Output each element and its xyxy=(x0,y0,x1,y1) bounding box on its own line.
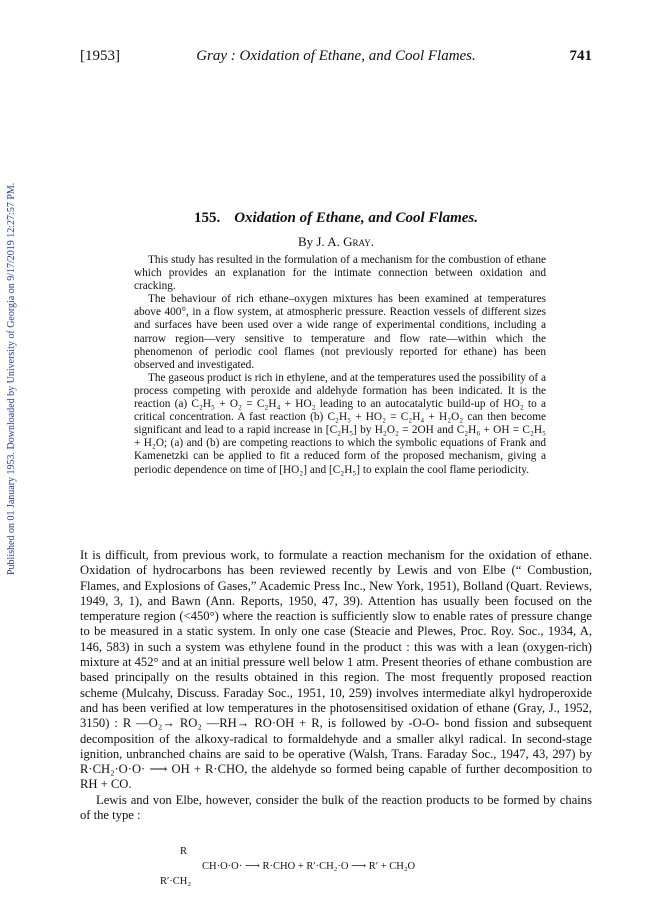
abstract-paragraph: The behaviour of rich ethane–oxygen mixtures has been examined at temperatures above 400°, in a flow system, at atmospheric pressure. Reaction vessels of different sizes and surfaces have been used over a wide range of experimental conditions, including a narrow region—very sensitive to temperature and flow rate—within which the phenomenon of periodic cool flames (not previously reported for ethane) has been observed and investigated. xyxy=(134,293,546,371)
article-number: 155. xyxy=(193,210,221,226)
abstract xyxy=(134,254,546,477)
article-title xyxy=(0,210,672,227)
abstract-paragraph: This study has resulted in the formulation of a mechanism for the combustion of ethane which provides an explanation for the intimate connection between oxidation and cracking. xyxy=(134,254,546,293)
author-line xyxy=(0,234,672,250)
reaction-scheme xyxy=(160,846,560,902)
download-notice[interactable]: Published on 01 January 1953. Downloaded by University of Georgia on 9/17/2019 12:27:57 PM. xyxy=(6,182,17,575)
page-number: 741 xyxy=(569,48,592,64)
abstract-paragraph: The gaseous product is rich in ethylene, and at the temperatures used the possibility of a process competing with peroxide and aldehyde formation has been indicated. It is the reaction (a) C₂H₅ + O₂ = C₂H₄ + HO₂ leading to an autocatalytic build-up of HO₂ to a critical concentration. A fast reaction (b) C₂H₅ + HO₂ = C₂H₄ + H₂O₂ can then become significant and lead to a rapid increase in [C₂H₅] by H₂O₂ = 2OH and C₂H₆ + OH = C₂H₅ + H₂O; (a) and (b) are competing reactions to which the symbolic equations of Frank and Kamenetzki can be applied to fit a reduced form of the proposed mechanism, giving a periodic dependence on time of [HO₂] and [C₂H₅] to explain the cool flame periodicity. xyxy=(134,371,546,476)
running-title: Gray : Oxidation of Ethane, and Cool Flames. xyxy=(196,48,476,64)
main-text xyxy=(80,548,592,823)
article-title-text: Oxidation of Ethane, and Cool Flames. xyxy=(234,210,479,226)
journal-year: [1953] xyxy=(80,48,120,64)
body-paragraph: Lewis and von Elbe, however, consider the bulk of the reaction products to be formed by chains of the type : xyxy=(80,792,592,823)
eq-substituent-r: R xyxy=(180,846,188,857)
author-surname: Gray. xyxy=(343,234,374,249)
running-header xyxy=(80,48,592,70)
by-label: By J. A. xyxy=(298,234,340,249)
eq-substituent-r2: R′·CH₂ xyxy=(160,876,192,887)
body-paragraph: It is difficult, from previous work, to formulate a reaction mechanism for the oxidation of ethane. Oxidation of hydrocarbons has been reviewed recently by Lewis and von Elbe (“ Combustion, Flames, and Explosions of Gases,” Academic Press Inc., New York, 1951), Bolland (Quart. Reviews, 1949, 3, 1), and Bawn (Ann. Reports, 1950, 47, 39). Attention has usually been focused on the temperature region (<450°) where the reaction is sufficiently slow to enable rates of pressure change to be measured in a static system. In only one case (Steacie and Plewes, Proc. Roy. Soc., 1934, A, 146, 583) in such a system was ethylene found in the product : this was with a lean (oxygen-rich) mixture at 452° and at an initial pressure well below 1 atm. Present theories of ethane combustion are based principally on the results obtained in this region. The most frequently proposed reaction scheme (Mulcahy, Discuss. Faraday Soc., 1951, 10, 259) involves intermediate alkyl hydroperoxide and has been verified at low temperatures in the photosensitised oxidation of ethane (Gray, J., 1952, 3150) : R —O₂→ RO₂ —RH→ RO·OH + R, is followed by -O-O- bond fission and subsequent decomposition of the alkoxy-radical to formaldehyde and a smaller alkyl radical. In second-stage ignition, unbranched chains are said to be operative (Walsh, Trans. Faraday Soc., 1947, 43, 297) by R·CH₂·O·O· ⟶ OH + R·CHO, the aldehyde so formed being capable of further decomposition to RH + CO. xyxy=(80,548,592,792)
eq-main: CH·O·O· ⟶ R·CHO + R′·CH₂·O ⟶ R′ + CH₂O xyxy=(202,861,416,872)
